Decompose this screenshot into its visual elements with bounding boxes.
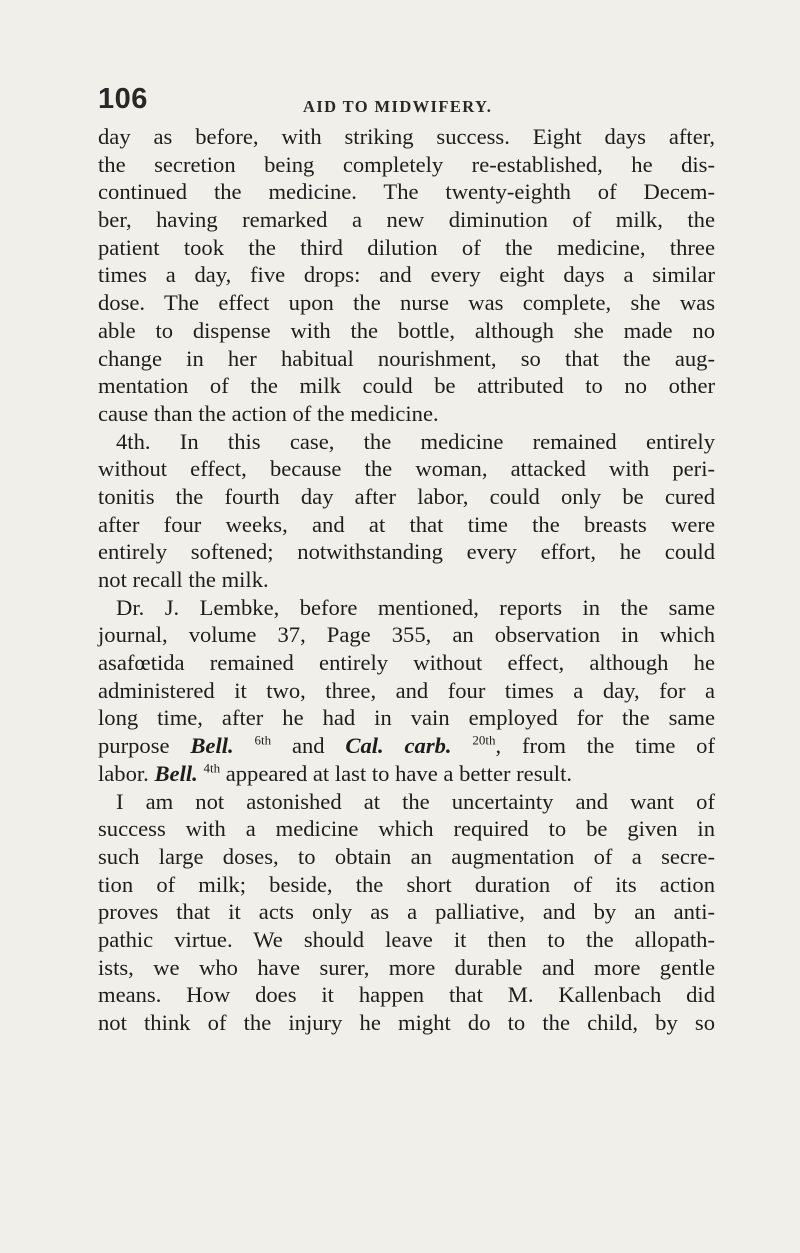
- text-line: able to dispense with the bottle, although she made no: [98, 317, 715, 343]
- text-line: journal, volume 37, Page 355, an observation in which: [98, 622, 715, 648]
- text-line-with-remedies: purpose Bell. $^{6th}$ and Cal. carb. $^{20th}$, from the time of: [98, 732, 715, 759]
- text-line: without effect, because the woman, attacked with peri-: [98, 456, 715, 482]
- potency-superscript: 6th: [254, 732, 272, 748]
- text-line: the secretion being completely re-established, he dis-: [98, 151, 715, 177]
- paragraph-start-line: Dr. J. Lembke, before mentioned, reports in the same: [116, 594, 715, 620]
- text-line: long time, after he had in vain employed for the same: [98, 705, 715, 731]
- text-line: asafœtida remained entirely without effect, although he: [98, 650, 715, 676]
- potency-superscript: 4th: [203, 760, 221, 776]
- text-line: ists, we who have surer, more durable and more gentle: [98, 954, 715, 980]
- remedy-name: Bell.: [154, 760, 198, 786]
- text-line: proves that it acts only as a palliative, and by an anti-: [98, 899, 715, 925]
- text-line: mentation of the milk could be attributed to no other: [98, 373, 715, 399]
- text-line: tion of milk; beside, the short duration of its action: [98, 871, 715, 897]
- text-line: after four weeks, and at that time the breasts were: [98, 511, 715, 537]
- text-line: ber, having remarked a new diminution of milk, the: [98, 207, 715, 233]
- text-line: means. How does it happen that M. Kallenbach did: [98, 982, 715, 1008]
- paragraph-start-line: 4th. In this case, the medicine remained entirely: [116, 428, 715, 454]
- text-line: change in her habitual nourishment, so that the aug-: [98, 345, 715, 371]
- text-line: not think of the injury he might do to the child, by so: [98, 1010, 715, 1035]
- body-text: [98, 123, 715, 1037]
- text-line: tonitis the fourth day after labor, could only be cured: [98, 483, 715, 509]
- remedy-name: Bell.: [190, 733, 234, 759]
- text-line: entirely softened; notwithstanding every effort, he could: [98, 539, 715, 565]
- text-line: administered it two, three, and four times a day, for a: [98, 677, 715, 703]
- text-line: pathic virtue. We should leave it then to the allopath-: [98, 926, 715, 952]
- text-line: such large doses, to obtain an augmentation of a secre-: [98, 843, 715, 869]
- paragraph-start-line: I am not astonished at the uncertainty and want of: [116, 788, 715, 814]
- text-line: times a day, five drops: and every eight days a similar: [98, 262, 715, 288]
- text-line: dose. The effect upon the nurse was complete, she was: [98, 290, 715, 316]
- text-line: day as before, with striking success. Eight days after,: [98, 124, 715, 149]
- text-line: patient took the third dilution of the medicine, three: [98, 234, 715, 260]
- page-header: [98, 83, 718, 123]
- text-line: not recall the milk.: [98, 567, 269, 592]
- text-line: cause than the action of the medicine.: [98, 400, 439, 426]
- text-line-with-remedies: labor. Bell. $^{4th}$ appeared at last to have a better result.: [98, 760, 573, 786]
- text-line: success with a medicine which required to be given in: [98, 816, 715, 842]
- text-line: continued the medicine. The twenty-eighth of Decem-: [98, 179, 715, 205]
- potency-superscript: 20th: [472, 732, 496, 748]
- page-number: 106: [98, 83, 148, 115]
- running-title: AID TO MIDWIFERY.: [303, 97, 493, 116]
- remedy-name: Cal. carb.: [345, 733, 452, 759]
